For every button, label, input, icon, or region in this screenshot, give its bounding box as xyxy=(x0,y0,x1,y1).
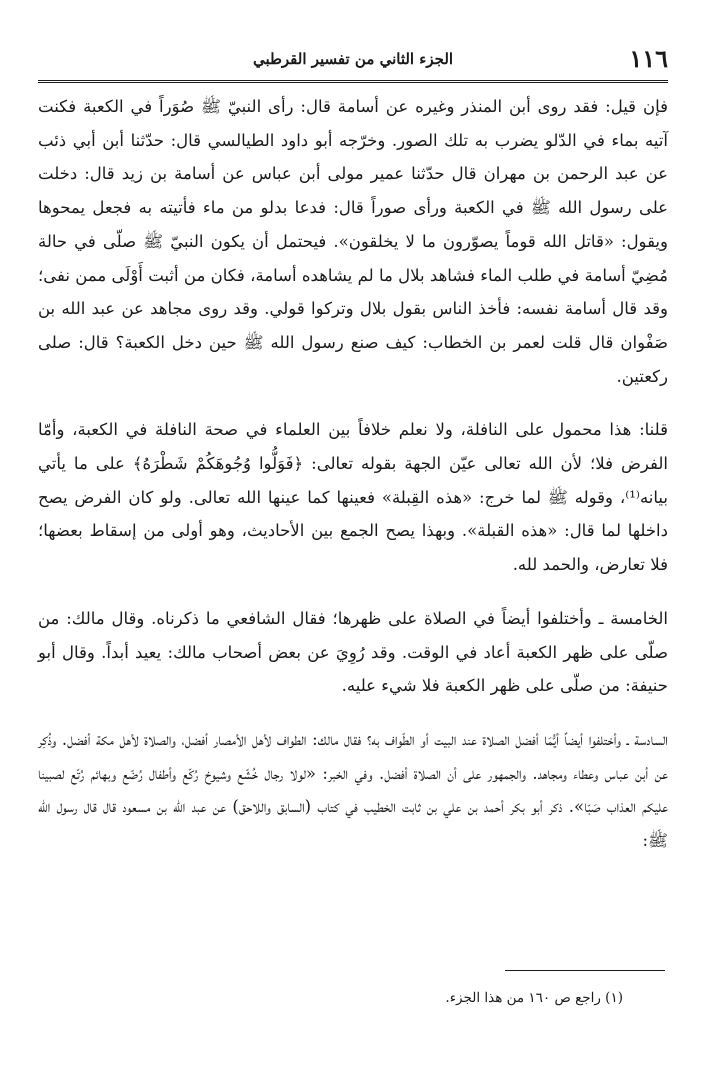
running-title: الجزء الثاني من تفسير القرطبي xyxy=(252,50,454,68)
paragraph-1: فإن قيل: فقد روى أبن المنذر وغيره عن أسامة قال: رأى النبيّ ﷺ صُوَراً في الكعبة فكنت آتيه بماء في الدّلو يضرب به تلك الصور. وخرّجه أبو داود الطيالسي قال: حدّثنا أبن أبي ذئب عن عبد الرحمن بن مهران قال حدّثنا عمير مولى أبن عباس عن أسامة بن زيد قال: دخلت على رسول الله ﷺ في الكعبة ورأى صوراً قال: فدعا بدلو من ماء فأتيته به فجعل يمحوها ويقول: «قاتل الله قوماً يصوّرون ما لا يخلقون». فيحتمل أن يكون النبيّ ﷺ صلّى في حالة مُضِيّ أسامة في طلب الماء فشاهد بلال ما لم يشاهده أسامة، فكان من أثبت أَوْلَى ممن نفى؛ وقد قال أسامة نفسه: فأخذ الناس بقول بلال وتركوا قولي. وقد روى مجاهد عن عبد الله بن صَفْوان قال قلت لعمر بن الخطاب: كيف صنع رسول الله ﷺ حين دخل الكعبة؟ قال: صلى ركعتين. xyxy=(38,97,668,386)
page-number: ١١٦ xyxy=(629,44,668,73)
body-text xyxy=(38,90,668,858)
footnote-rule xyxy=(505,970,665,971)
header-rule xyxy=(38,80,668,84)
paragraph-3: الخامسة ـ وأختلفوا أيضاً في الصلاة على ظهرها؛ فقال الشافعي ما ذكرناه. وقال مالك: من صلّى على ظهر الكعبة أعاد في الوقت. وقد رُوِيَ عن بعض أصحاب مالك: يعيد أبداً. وقال أبو حنيفة: من صلّى على ظهر الكعبة فلا شيء عليه. xyxy=(38,608,668,696)
footnote: (١) راجع ص ١٦٠ من هذا الجزء. xyxy=(445,990,623,1006)
page-header xyxy=(38,44,668,86)
paragraph-2: قلنا: هذا محمول على النافلة، ولا نعلم خلافاً بين العلماء في صحة النافلة في الكعبة، وأمّا الفرض فلا؛ لأن الله تعالى عيّن الجهة بقوله تعالى: ﴿فَوَلُّوا وُجُوهَكُمْ شَطْرَهُ﴾ على ما يأتي بيانه⁽¹⁾، وقوله ﷺ لما خرج: «هذه القِبلة» فعينها كما عينها الله تعالى. ولو كان الفرض يصح داخلها لما قال: «هذه القبلة». وبهذا يصح الجمع بين الأحاديث، وهو أولى من إسقاط بعضها؛ فلا تعارض، والحمد لله. xyxy=(38,420,668,575)
paragraph-4: السادسة ـ وأختلفوا أيضاً أيُّمَا أفضل الصلاة عند البيت أو الطّواف به؟ فقال مالك: الطواف لأهل الأمصار أفضل، والصلاة لأهل مكة أفضل. وذُكِر عن أبن عباس وعطاء ومجاهد. والجمهور على أن الصلاة أفضل. وفي الخبر: «لولا رجال خُشّع وشيوخ رُكّع وأطفال رُضّع وبهائم رُتّع لصبينا عليكم العذاب صَبّا». ذكر أبو بكر أحمد بن علي بن ثابت الخطيب في كتاب (السابق واللاحق) عن عبد الله بن مسعود قال قال رسول الله ﷺ: xyxy=(38,729,668,851)
